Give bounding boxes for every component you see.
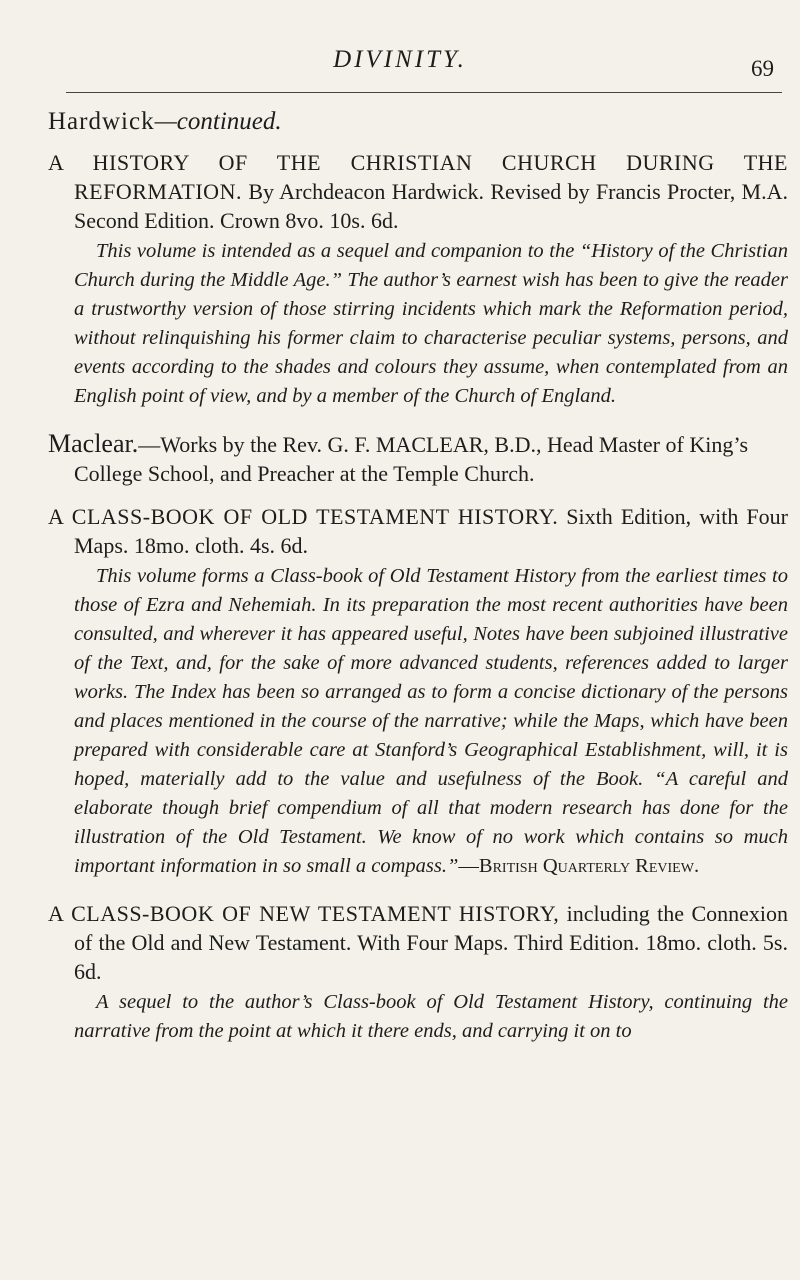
- header-rule: [66, 92, 782, 93]
- page-content: [48, 108, 788, 1046]
- book-title: A HISTORY OF THE CHRISTIAN CHURCH DURING THE REFORMATION.: [48, 150, 788, 204]
- description-text: This volume forms a Class-book of Old Testament History from the earliest times to those of Ezra and Nehemiah. In its preparation the most recent authorities have been consulted, and wherever it has appeared useful, Notes have been subjoined illustrative of the Text, and, for the sake of more advanced students, references added to larger works. The Index has been so arranged as to form a concise dictionary of the persons and places mentioned in the course of the narrative; while the Maps, which have been prepared with considerable care at Stanford’s Geographical Establishment, will, it is hoped, materially add to the value and usefulness of the Book. “A careful and elaborate though brief compendium of all that modern research has done for the illustration of the Old Testament. We know of no work which contains so much important information in so small a compass.”: [74, 565, 788, 877]
- book-details: By Archdeacon Hardwick. Revised by Francis Procter, M.A. Second Edition. Crown 8vo. 10s. 6d.: [74, 179, 789, 233]
- review-source: —British Quarterly Review.: [458, 855, 700, 877]
- book-details: including the Connexion of the Old and New Testament. With Four Maps. Third Edition. 18mo. cloth. 5s. 6d.: [74, 901, 788, 984]
- author-heading-hardwick: [48, 108, 788, 136]
- book-title: A CLASS-BOOK OF NEW TESTAMENT HISTORY,: [48, 901, 560, 926]
- book-entry: [48, 502, 788, 560]
- book-entry: [48, 899, 788, 986]
- book-description: [48, 988, 788, 1046]
- book-description: [48, 237, 788, 411]
- description-text: A sequel to the author’s Class-book of Old Testament History, continuing the narrative from the point at which it there ends, and carrying it on to: [74, 991, 788, 1042]
- author-name: Maclear.: [48, 429, 139, 458]
- continued-label: —continued.: [154, 108, 282, 135]
- author-intro: —Works by the Rev. G. F. MACLEAR, B.D., Head Master of King’s College School, and Preacher at the Temple Church.: [74, 432, 749, 486]
- description-text: This volume is intended as a sequel and companion to the “History of the Christian Church during the Middle Age.” The author’s earnest wish has been to give the reader a trustworthy version of those stirring incidents which mark the Reformation period, without relinquishing his former claim to characterise peculiar systems, persons, and events according to the shades and colours they assume, when contemplated from an English point of view, and by a member of the Church of England.: [74, 240, 788, 407]
- book-title: A CLASS-BOOK OF OLD TESTAMENT HISTORY.: [48, 504, 559, 529]
- book-details: Sixth Edition, with Four Maps. 18mo. cloth. 4s. 6d.: [74, 504, 788, 558]
- book-entry: [48, 148, 788, 235]
- author-name: Hardwick: [48, 108, 155, 135]
- author-heading-maclear: [48, 429, 788, 488]
- book-description: [48, 562, 788, 881]
- running-head: DIVINITY.: [333, 46, 467, 73]
- page-number: 69: [751, 56, 774, 81]
